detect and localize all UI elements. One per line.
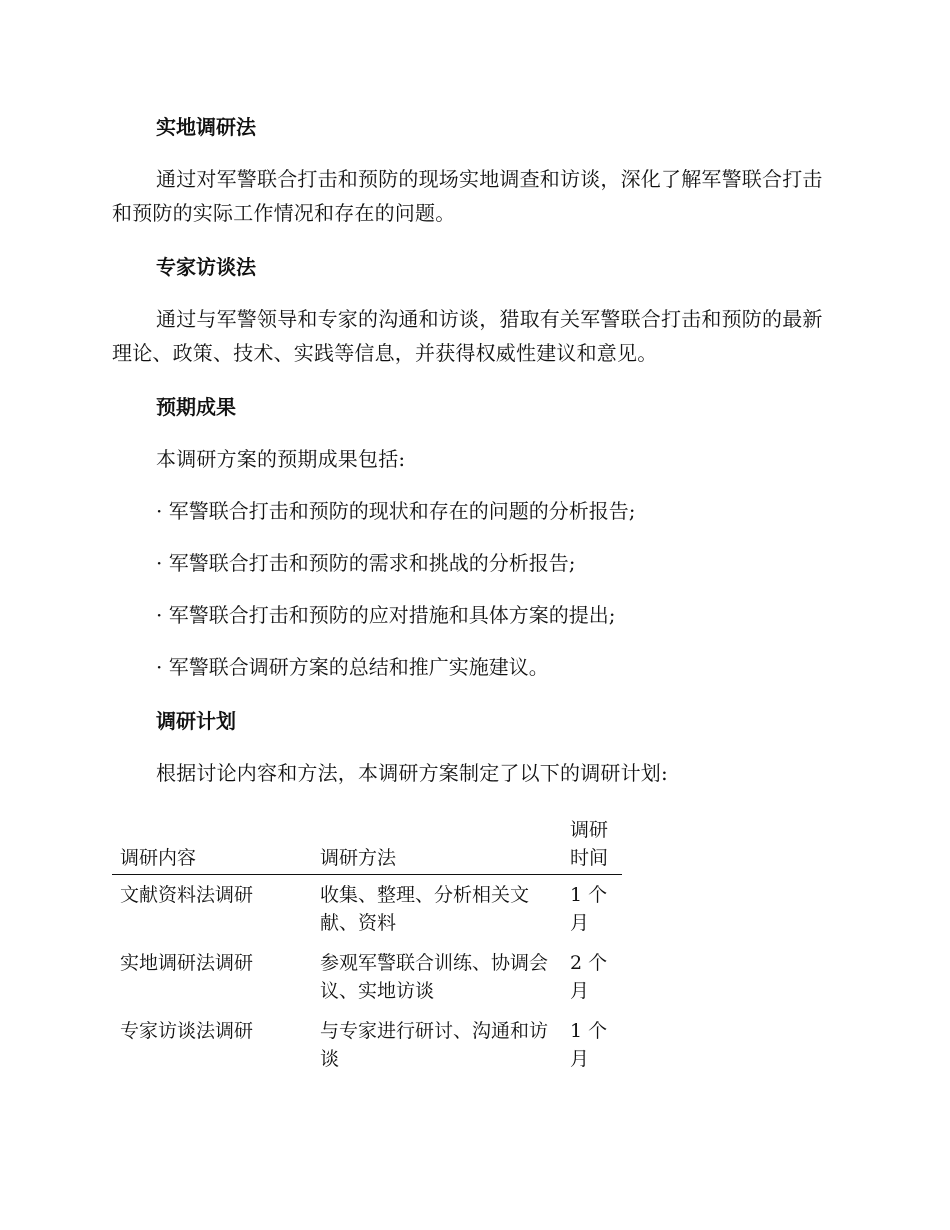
table-cell-content: 文献资料法调研 <box>120 884 254 906</box>
table-row <box>112 875 622 944</box>
table-header-row <box>112 816 622 875</box>
table-cell-method: 收集、整理、分析相关文献、资料 <box>320 884 530 934</box>
section-heading-field-research: 实地调研法 <box>156 115 256 139</box>
outcome-item: · 军警联合打击和预防的需求和挑战的分析报告; <box>156 551 576 575</box>
outcomes-heading: 预期成果 <box>156 395 236 419</box>
table-header-content: 调研内容 <box>112 816 312 875</box>
outcome-item: · 军警联合打击和预防的应对措施和具体方案的提出; <box>156 603 616 627</box>
table-cell-time: 2 个月 <box>570 952 608 1002</box>
table-row <box>112 1011 622 1079</box>
table-header-method: 调研方法 <box>312 816 562 875</box>
table-cell-time: 1 个月 <box>570 884 608 934</box>
section-heading-expert-interview: 专家访谈法 <box>156 255 256 279</box>
section-paragraph-expert-interview: 通过与军警领导和专家的沟通和访谈，猎取有关军警联合打击和预防的最新理论、政策、技术、实践等信息，并获得权威性建议和意见。 <box>112 307 823 365</box>
outcomes-intro: 本调研方案的预期成果包括: <box>156 447 406 471</box>
table-cell-content: 专家访谈法调研 <box>120 1020 254 1042</box>
outcome-item: · 军警联合调研方案的总结和推广实施建议。 <box>156 655 549 679</box>
outcome-item: · 军警联合打击和预防的现状和存在的问题的分析报告; <box>156 499 636 523</box>
table-cell-method: 参观军警联合训练、协调会议、实地访谈 <box>320 952 549 1002</box>
section-paragraph-field-research: 通过对军警联合打击和预防的现场实地调查和访谈，深化了解军警联合打击和预防的实际工作情况和存在的问题。 <box>112 167 823 225</box>
research-plan-table <box>112 816 622 1079</box>
table-cell-content: 实地调研法调研 <box>120 952 254 974</box>
plan-intro: 根据讨论内容和方法，本调研方案制定了以下的调研计划: <box>156 761 668 785</box>
document-page <box>112 110 832 1079</box>
table-row <box>112 943 622 1011</box>
plan-heading: 调研计划 <box>156 709 236 733</box>
table-cell-method: 与专家进行研讨、沟通和访谈 <box>320 1020 549 1070</box>
table-cell-time: 1 个月 <box>570 1020 608 1070</box>
table-header-time: 调研时间 <box>562 816 622 875</box>
